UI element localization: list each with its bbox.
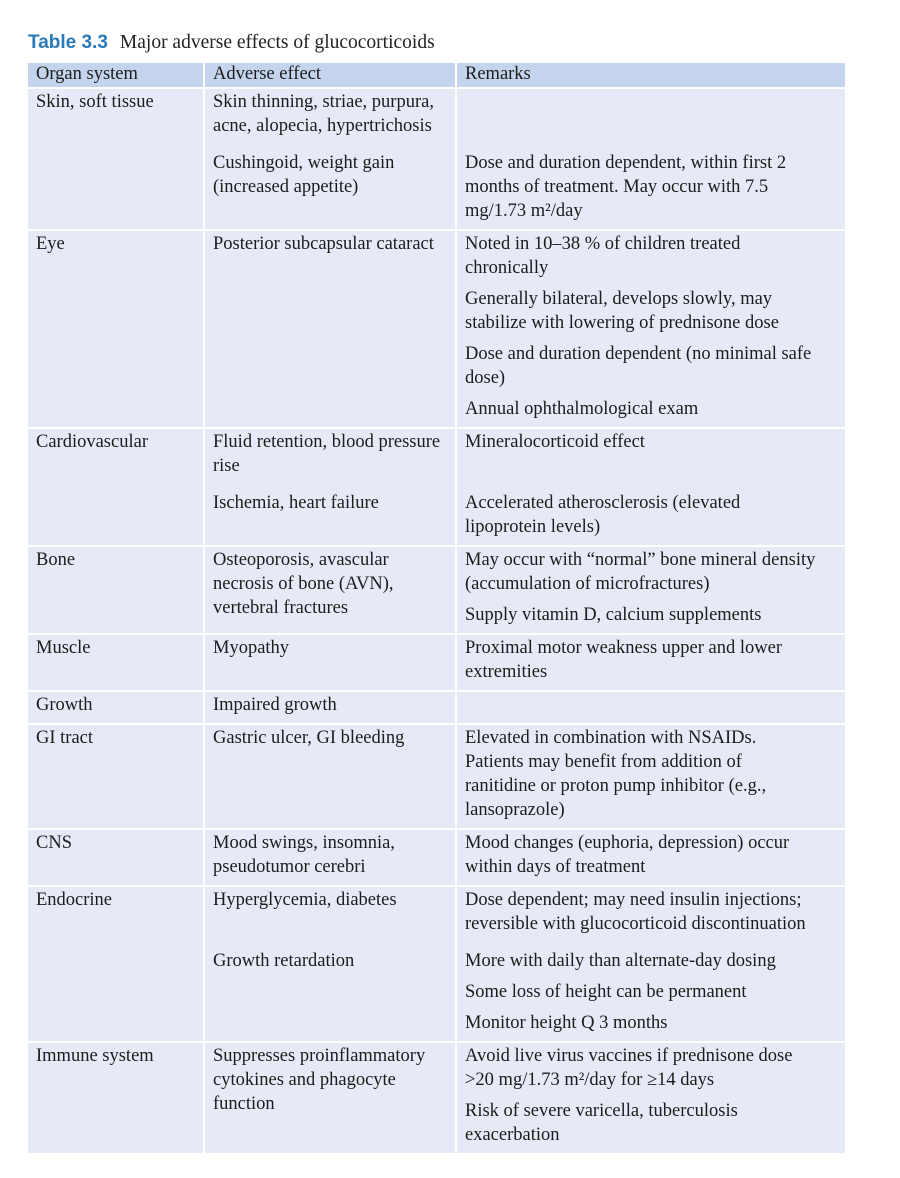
remarks-cell — [457, 725, 845, 828]
organ-system-cell: Immune system — [28, 1043, 205, 1153]
remark-paragraph: Dose and duration dependent (no minimal safe dose) — [465, 344, 812, 388]
adverse-effect-cell: Fluid retention, blood pressure rise — [205, 429, 457, 484]
adverse-effect-cell: Myopathy — [205, 635, 457, 690]
entry-row — [205, 89, 845, 144]
column-header-organ-system: Organ system — [28, 63, 205, 87]
adverse-effect-cell: Posterior subcapsular cataract — [205, 231, 457, 427]
remarks-cell — [457, 942, 845, 1041]
organ-system-cell: Cardiovascular — [28, 429, 205, 545]
entry-row — [205, 725, 845, 828]
entry-row — [205, 830, 845, 885]
adverse-effect-cell: Skin thinning, striae, purpura, acne, alopecia, hypertrichosis — [205, 89, 457, 144]
adverse-effect-cell: Ischemia, heart failure — [205, 484, 457, 545]
table-row — [28, 231, 845, 429]
organ-system-cell: Growth — [28, 692, 205, 723]
table-row — [28, 692, 845, 725]
remark-paragraph: Noted in 10–38 % of children treated chronically — [465, 234, 741, 278]
remarks-cell — [457, 547, 845, 633]
entries — [205, 547, 845, 633]
entry-row — [205, 144, 845, 229]
table-row — [28, 887, 845, 1043]
entries — [205, 1043, 845, 1153]
adverse-effect-cell: Suppresses proinflammatory cytokines and phagocyte function — [205, 1043, 457, 1153]
organ-system-cell: Eye — [28, 231, 205, 427]
remark-paragraph: Annual ophthalmological exam — [465, 399, 699, 419]
entries — [205, 725, 845, 828]
column-header-adverse-effect: Adverse effect — [205, 63, 457, 87]
remarks-cell — [457, 830, 845, 885]
table-number-label: Table 3.3 — [28, 32, 108, 53]
remarks-cell — [457, 1043, 845, 1153]
entry-row — [205, 231, 845, 427]
remarks-cell — [457, 692, 845, 723]
remark-paragraph: May occur with “normal” bone mineral density (accumulation of microfractures) — [465, 550, 816, 594]
remark-paragraph: Monitor height Q 3 months — [465, 1013, 668, 1033]
column-header-remarks: Remarks — [465, 64, 531, 84]
table-body — [28, 89, 845, 1155]
adverse-effect-cell: Mood swings, insomnia, pseudotumor cerebri — [205, 830, 457, 885]
remark-paragraph: Dose dependent; may need insulin injections; reversible with glucocorticoid discontinuation — [465, 890, 806, 934]
adverse-effect-cell: Cushingoid, weight gain (increased appetite) — [205, 144, 457, 229]
remarks-cell — [457, 144, 845, 229]
remark-paragraph: Avoid live virus vaccines if prednisone dose >20 mg/1.73 m²/day for ≥14 days — [465, 1046, 793, 1090]
adverse-effect-cell: Gastric ulcer, GI bleeding — [205, 725, 457, 828]
entry-row — [205, 1043, 845, 1153]
remark-paragraph: Dose and duration dependent, within first 2 months of treatment. May occur with 7.5 mg/1.73 m²/day — [465, 153, 787, 221]
adverse-effect-cell: Impaired growth — [205, 692, 457, 723]
remarks-cell — [457, 635, 845, 690]
entry-row — [205, 692, 845, 723]
remarks-cell — [457, 887, 845, 942]
entries — [205, 692, 845, 723]
entries — [205, 887, 845, 1041]
remarks-cell — [457, 231, 845, 427]
adverse-effect-cell: Hyperglycemia, diabetes — [205, 887, 457, 942]
remark-paragraph: Elevated in combination with NSAIDs. Patients may benefit from addition of ranitidine or proton pump inhibitor (e.g., lansoprazole) — [465, 728, 767, 820]
table-title-text: Major adverse effects of glucocorticoids — [119, 32, 435, 53]
entries — [205, 830, 845, 885]
remark-paragraph: Mood changes (euphoria, depression) occur within days of treatment — [465, 833, 790, 877]
remarks-cell — [457, 484, 845, 545]
remarks-cell — [457, 89, 845, 144]
table-caption — [28, 31, 873, 55]
table-header-row — [28, 63, 845, 89]
entries — [205, 635, 845, 690]
entry-row — [205, 484, 845, 545]
table-row — [28, 725, 845, 830]
organ-system-cell: Skin, soft tissue — [28, 89, 205, 229]
adverse-effect-cell: Growth retardation — [205, 942, 457, 1041]
table-row — [28, 429, 845, 547]
entries — [205, 231, 845, 427]
table-row — [28, 1043, 845, 1155]
entry-row — [205, 429, 845, 484]
entry-row — [205, 887, 845, 942]
organ-system-cell: Endocrine — [28, 887, 205, 1041]
organ-system-cell: CNS — [28, 830, 205, 885]
remarks-cell — [457, 429, 845, 484]
remark-paragraph: Supply vitamin D, calcium supplements — [465, 605, 762, 625]
remark-paragraph: Mineralocorticoid effect — [465, 432, 645, 452]
adverse-effects-table — [28, 63, 845, 1155]
organ-system-cell: GI tract — [28, 725, 205, 828]
table-row — [28, 635, 845, 692]
entries — [205, 89, 845, 229]
organ-system-cell: Muscle — [28, 635, 205, 690]
adverse-effect-cell: Osteoporosis, avascular necrosis of bone (AVN), vertebral fractures — [205, 547, 457, 633]
entry-row — [205, 942, 845, 1041]
entry-row — [205, 547, 845, 633]
remark-paragraph: Proximal motor weakness upper and lower extremities — [465, 638, 782, 682]
table-row — [28, 830, 845, 887]
table-row — [28, 547, 845, 635]
remark-paragraph: More with daily than alternate-day dosing — [465, 951, 776, 971]
remark-paragraph: Accelerated atherosclerosis (elevated lipoprotein levels) — [465, 493, 741, 537]
remark-paragraph: Some loss of height can be permanent — [465, 982, 747, 1002]
remark-paragraph: Risk of severe varicella, tuberculosis exacerbation — [465, 1101, 738, 1145]
organ-system-cell: Bone — [28, 547, 205, 633]
entry-row — [205, 635, 845, 690]
remark-paragraph: Generally bilateral, develops slowly, may stabilize with lowering of prednisone dose — [465, 289, 779, 333]
entries — [205, 429, 845, 545]
table-row — [28, 89, 845, 231]
